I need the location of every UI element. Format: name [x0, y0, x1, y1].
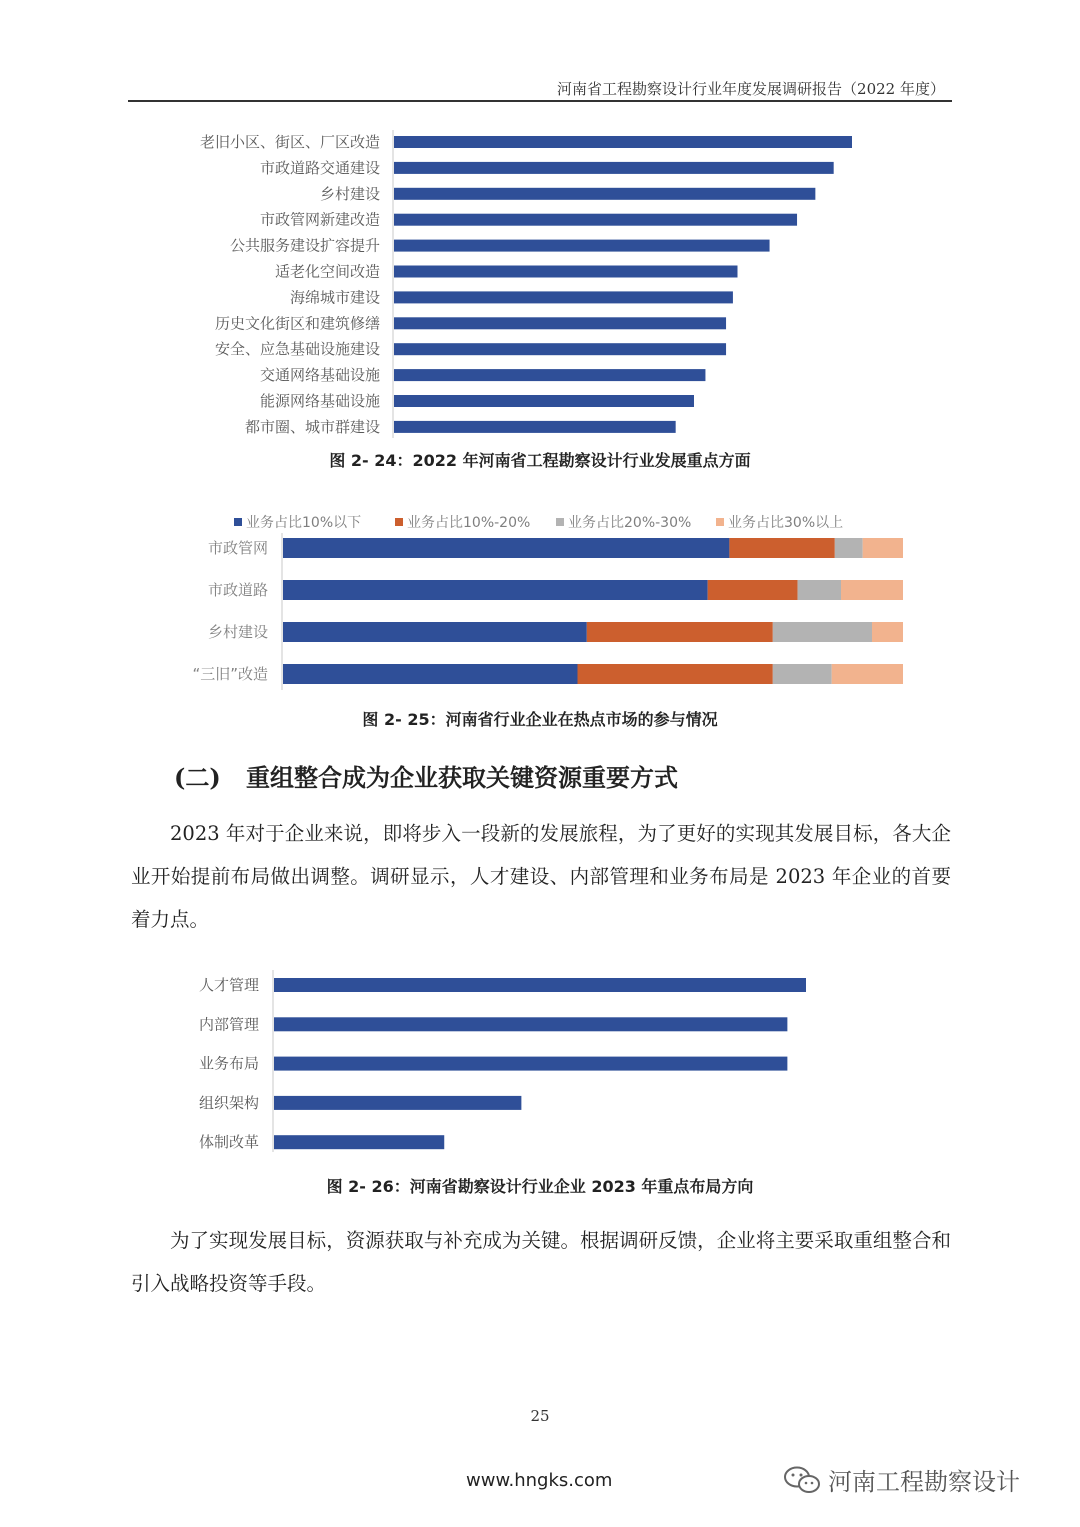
- fig24-bar: [394, 240, 770, 252]
- fig25-bar-segment: [283, 622, 587, 642]
- fig24-label: 市政管网新建改造: [259, 210, 380, 229]
- fig26-label: 业务布局: [198, 1054, 259, 1073]
- fig24-label: 海绵城市建设: [289, 288, 380, 307]
- section-number: (二): [174, 763, 221, 792]
- running-header-title: 河南省工程勘察设计行业年度发展调研报告（2022 年度）: [557, 80, 945, 98]
- fig26-bar: [274, 1017, 787, 1031]
- fig24-bar: [394, 395, 694, 407]
- fig25-bar-segment: [773, 622, 872, 642]
- fig24-bar: [394, 369, 705, 381]
- fig25-bar-segment: [729, 538, 834, 558]
- fig25-bar-segment: [708, 580, 798, 600]
- fig26-bar: [274, 978, 806, 992]
- fig26-label: 内部管理: [198, 1015, 259, 1034]
- fig24-bar: [394, 343, 726, 355]
- fig24-bar: [394, 421, 676, 433]
- caption-fig25: 图 2- 25：河南省行业企业在热点市场的参与情况: [362, 710, 718, 729]
- fig24-bar: [394, 162, 834, 174]
- paragraph-1: 2023 年对于企业来说，即将步入一段新的发展旅程，为了更好的实现其发展目标，各大企业开始提前布局做出调整。调研显示，人才建设、内部管理和业务布局是 2023 年企业的首要着力点。: [131, 822, 951, 931]
- fig25-bar-segment: [283, 538, 729, 558]
- fig25-bar-segment: [872, 622, 903, 642]
- fig25-legend-swatch: [395, 518, 403, 526]
- fig24-label: 交通网络基础设施: [259, 366, 380, 385]
- fig25-label: 乡村建设: [207, 623, 268, 641]
- fig25-bar-segment: [841, 580, 903, 600]
- brand-name: 河南工程勘察设计: [828, 1468, 1020, 1496]
- fig25-bar-segment: [283, 580, 708, 600]
- fig25-legend-label: 业务占比20%-30%: [568, 515, 692, 531]
- fig24-bar: [394, 136, 852, 148]
- fig26-label: 体制改革: [198, 1133, 259, 1152]
- page-number: 25: [530, 1407, 550, 1425]
- fig25-label: 市政管网: [207, 539, 268, 557]
- fig24-label: 公共服务建设扩容提升: [229, 236, 380, 255]
- section-title: 重组整合成为企业获取关键资源重要方式: [246, 763, 678, 792]
- fig26-bar: [274, 1096, 521, 1110]
- wechat-icon: [782, 1465, 822, 1495]
- chart-fig24: [0, 120, 1080, 445]
- fig25-bar-segment: [835, 538, 863, 558]
- fig25-legend-swatch: [234, 518, 242, 526]
- fig25-legend-label: 业务占比10%以下: [246, 515, 362, 531]
- website-url[interactable]: www.hngks.com: [466, 1470, 613, 1491]
- fig25-bar-segment: [798, 580, 841, 600]
- fig24-label: 市政道路交通建设: [259, 158, 380, 177]
- fig24-label: 都市圈、城市群建设: [244, 417, 380, 436]
- caption-fig26: 图 2- 26：河南省勘察设计行业企业 2023 年重点布局方向: [326, 1177, 754, 1196]
- section-heading: [174, 758, 678, 793]
- fig24-label: 老旧小区、街区、厂区改造: [199, 133, 380, 151]
- fig25-bar-segment: [773, 664, 832, 684]
- header-rule: [128, 100, 952, 102]
- fig25-bar-segment: [578, 664, 773, 684]
- fig26-label: 组织架构: [198, 1093, 259, 1112]
- fig25-legend-label: 业务占比10%-20%: [407, 515, 531, 531]
- fig24-bar: [394, 291, 733, 303]
- fig25-bar-segment: [832, 664, 903, 684]
- fig24-bar: [394, 188, 815, 200]
- chart-fig25: [0, 505, 1080, 695]
- fig24-label: 安全、应急基础设施建设: [214, 340, 380, 359]
- fig25-legend-label: 业务占比30%以上: [728, 515, 844, 531]
- fig24-bar: [394, 266, 738, 278]
- paragraph-2: 为了实现发展目标，资源获取与补充成为关键。根据调研反馈，企业将主要采取重组整合和引入战略投资等手段。: [131, 1229, 951, 1295]
- fig25-bar-segment: [863, 538, 903, 558]
- fig24-label: 乡村建设: [319, 184, 380, 203]
- brand-mark: [782, 1462, 1020, 1497]
- fig25-label: 市政道路: [207, 581, 268, 599]
- fig25-legend-swatch: [716, 518, 724, 526]
- fig24-label: 能源网络基础设施: [259, 392, 380, 410]
- fig26-label: 人才管理: [198, 976, 259, 994]
- fig26-bar: [274, 1135, 444, 1149]
- fig25-label: “三旧”改造: [192, 665, 268, 683]
- caption-fig24: 图 2- 24：2022 年河南省工程勘察设计行业发展重点方面: [329, 451, 751, 470]
- chart-fig26: [0, 962, 1080, 1162]
- fig25-bar-segment: [283, 664, 578, 684]
- fig25-legend-swatch: [556, 518, 564, 526]
- fig24-bar: [394, 317, 726, 329]
- fig26-bar: [274, 1057, 787, 1071]
- fig24-bar: [394, 214, 797, 226]
- fig25-bar-segment: [587, 622, 773, 642]
- fig24-label: 适老化空间改造: [274, 262, 380, 281]
- fig24-label: 历史文化街区和建筑修缮: [214, 314, 380, 333]
